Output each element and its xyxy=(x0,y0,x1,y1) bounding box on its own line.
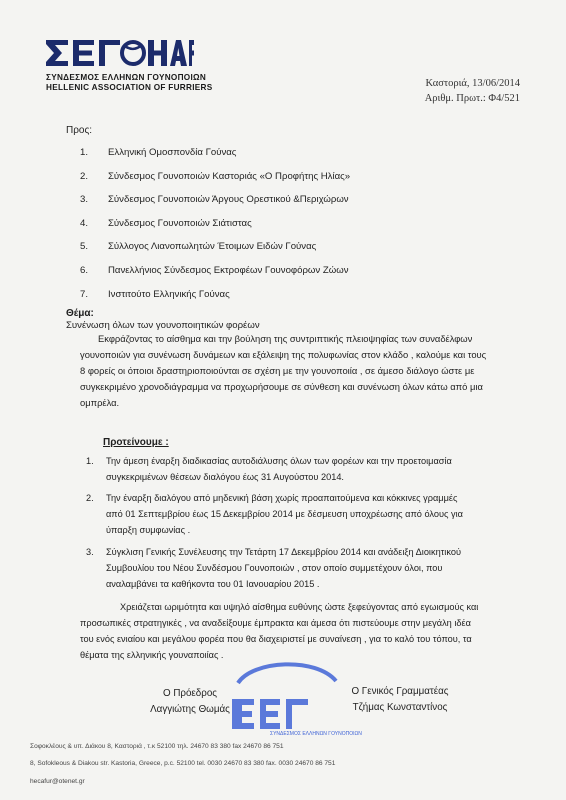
protocol-number: Αριθμ. Πρωτ.: Φ4/521 xyxy=(424,93,520,104)
paragraph-line: ομπρέλα. xyxy=(80,397,120,408)
footer-address-greek: Σοφοκλέους & υπ. Διάκου 8, Καστοριά , τ.κ 52100 τηλ. 24670 83 380 fax 24670 86 751 xyxy=(30,743,284,750)
paragraph-line: γουνοποιών για συνένωση δυνάμεων και εξάλειψη της πολυφωνίας στον κλάδο , καλούμε και τους xyxy=(80,349,487,360)
proposal-line: Σύγκλιση Γενικής Συνέλευσης την Τετάρτη 17 Δεκεμβρίου 2014 και ανάδειξη Διοικητικού xyxy=(106,547,461,557)
proposal-line: ύπαρξη συμφωνίας . xyxy=(106,525,191,535)
association-name-greek: ΣΥΝΔΕΣΜΟΣ ΕΛΛΗΝΩΝ ΓΟΥΝΟΠΟΙΩΝ xyxy=(46,73,207,82)
paragraph-line: Εκφράζοντας το αίσθημα και την βούληση της συντριπτικής πλειοψηφίας των συναδέλφων xyxy=(98,333,473,344)
stamp-caption: ΣΥΝΔΕΣΜΟΣ ΕΛΛΗΝΩΝ ΓΟΥΝΟΠΟΙΩΝ xyxy=(270,731,362,737)
proposal-line: από 01 Σεπτεμβρίου έως 15 Δεκεμβρίου 2014 με δέσμευση υποχρέωσης από όλους για xyxy=(106,509,463,519)
proposal-number: 3. xyxy=(86,547,94,557)
place-date: Καστοριά, 13/06/2014 xyxy=(425,78,520,89)
document-meta xyxy=(425,76,520,106)
list-item: 5. Σύλλογος Λιανοπωλητών Έτοιμων Ειδών Γούνας xyxy=(80,241,317,253)
proposal-line: αναλαμβάνει τα καθήκοντα του 01 Ιανουαρίου 2015 . xyxy=(106,579,320,589)
association-logo xyxy=(44,36,194,70)
list-item: 2. Σύνδεσμος Γουνοποιών Καστοριάς «Ο Προφήτης Ηλίας» xyxy=(80,170,351,182)
paragraph-line: προσωπικές στρατηγικές , να αναδείξουμε έμπρακτα και άμεσα ότι πιστεύουμε στην μεγάλη ιδέα xyxy=(80,618,471,628)
proposal-line: Την έναρξη διαλόγου από μηδενική βάση χωρίς προαπαιτούμενα και κόκκινες γραμμές xyxy=(106,493,458,503)
list-item: 7. Ινστιτούτο Ελληνικής Γούνας xyxy=(80,288,230,300)
proposal-number: 2. xyxy=(86,493,94,503)
list-item: 6. Πανελλήνιος Σύνδεσμος Εκτροφέων Γουνοφόρων Ζώων xyxy=(80,264,349,276)
paragraph-line: Χρειάζεται ωριμότητα και υψηλό αίσθημα ευθύνης ώστε ξεφεύγοντας από εγωισμούς και xyxy=(120,602,479,612)
list-item: 3. Σύνδεσμος Γουνοποιών Άργους Ορεστικού &Περιχώρων xyxy=(80,194,349,206)
list-item: 1. Ελληνική Ομοσπονδία Γούνας xyxy=(80,147,237,158)
list-item: 4. Σύνδεσμος Γουνοποιών Σιάτιστας xyxy=(80,217,252,229)
recipients-label: Προς: xyxy=(66,125,93,136)
president-name: Λαγγιώτης Θωμάς xyxy=(150,704,230,715)
paragraph-line: θέματα της ελληνικής γουναποιίας . xyxy=(80,650,224,660)
secretary-name: Τζήμας Κωνσταντίνος xyxy=(352,702,448,713)
paragraph-line: συγκεκριμένο χρονοδιάγραμμα να προχωρήσουμε σε σύνθεση και συνένωση όλων κάτω από μια xyxy=(80,381,483,392)
subject-text: Συνένωση όλων των γουνοποιητικών φορέων xyxy=(66,320,260,331)
association-name-english: HELLENIC ASSOCIATION OF FURRIERS xyxy=(46,83,213,92)
proposal-line: Την άμεση έναρξη διαδικασίας αυτοδιάλυσης όλων των φορέων και την προετοιμασία xyxy=(106,456,452,466)
proposal-line: Συμβουλίου του Νέου Συνδέσμου Γουνοποιών , στον οποίο συμμετέχουν όλοι, που xyxy=(106,563,443,573)
recipients-list xyxy=(80,147,350,312)
secretary-title: Ο Γενικός Γραμματέας xyxy=(351,686,449,697)
paragraph-line: 8 φορείς οι όποιοι δραστηριοποιούνται σε σχέση με την γουνοποιία , σε άμεσο διάλογο ώστε με xyxy=(80,365,475,376)
president-title: Ο Πρόεδρος xyxy=(162,688,217,699)
subject-label: Θέμα: xyxy=(66,308,94,319)
footer-address-english: 8, Sofokleous & Diakou str. Kastoria, Greece, p.c. 52100 tel. 0030 24670 83 380 fax. 0030 24670 86 751 xyxy=(30,760,336,767)
proposals-label: Προτείνουμε : xyxy=(103,437,169,448)
paragraph-line: του ενός ενιαίου και μεγάλου φορέα που θα διαχειριστεί με συναίνεση , για το καλό του τόπου, τα xyxy=(80,634,472,644)
proposal-line: συγκεκριμένων θέσεων διαλόγου έως 31 Αυγούστου 2014. xyxy=(106,472,344,482)
footer-email: hecafur@otenet.gr xyxy=(30,778,85,785)
proposal-number: 1. xyxy=(86,456,94,466)
